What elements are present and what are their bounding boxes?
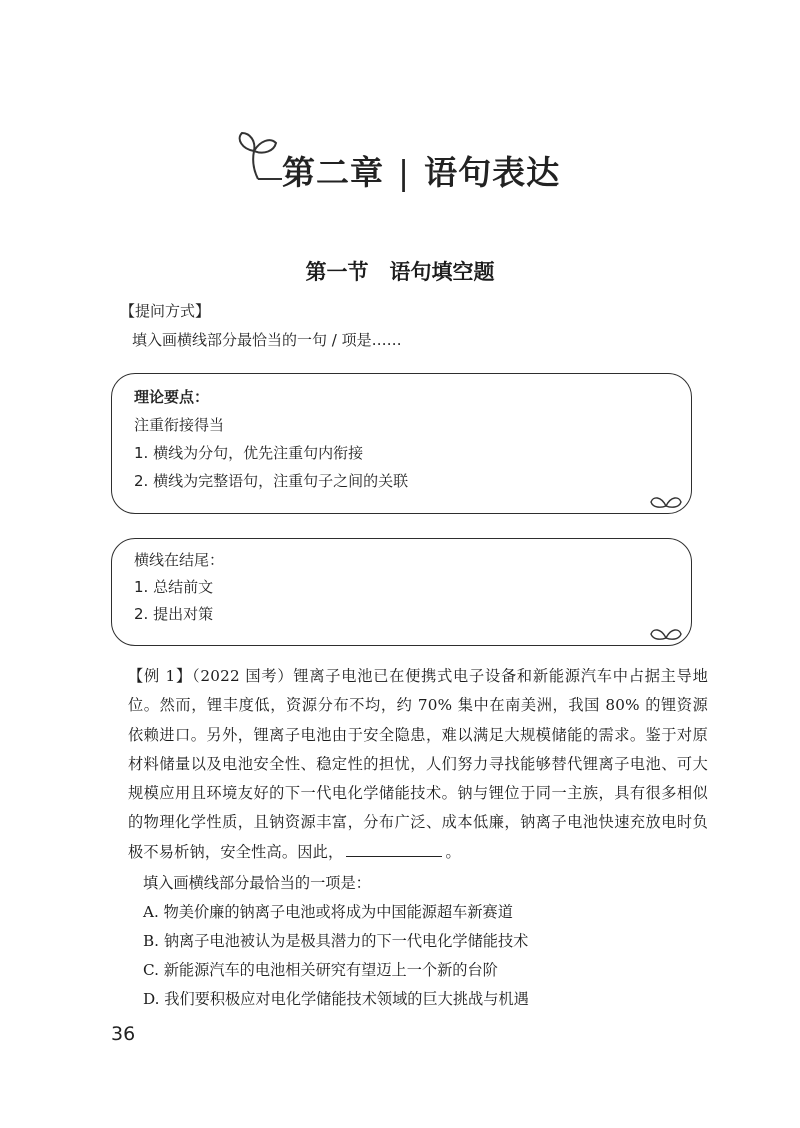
leaf-ornament-icon <box>649 626 683 642</box>
option-c: C. 新能源汽车的电池相关研究有望迈上一个新的台阶 <box>143 961 498 979</box>
example-label: 【例 1】 <box>128 667 192 685</box>
example-paragraph <box>128 662 708 867</box>
example-source: （2022 国考） <box>191 667 294 685</box>
chapter-heading <box>232 125 572 205</box>
example-body: 锂离子电池已在便携式电子设备和新能源汽车中占据主导地位。然而，锂丰度低，资源分布不均，约 70% 集中在南美洲，我国 80% 的锂资源依赖进口。另外，锂离子电池由于安全隐患，难以满足大规模储能的需求。鉴于对原材料储量以及电池安全性、稳定性的担忧，人们努力寻找能够替代锂离子电池、可大规模应用且环境友好的下一代电化学储能技术。钠与锂位于同一主族，具有很多相似的物理化学性质，且钠资源丰富，分布广泛、成本低廉，钠离子电池快速充放电时负极不易析钠，安全性高。因此， <box>128 667 709 861</box>
theory-line: 2. 横线为完整语句，注重句子之间的关联 <box>134 472 409 490</box>
example-ending: 。 <box>445 842 461 861</box>
theory-heading: 理论要点： <box>134 388 210 406</box>
ask-text: 填入画横线部分最恰当的一句 / 项是…… <box>132 331 402 349</box>
ending-line: 1. 总结前文 <box>134 578 214 596</box>
question-prompt: 填入画横线部分最恰当的一项是： <box>143 874 371 892</box>
chapter-name: 语句表达 <box>424 153 561 192</box>
theory-line: 注重衔接得当 <box>134 416 225 434</box>
option-d: D. 我们要积极应对电化学储能技术领域的巨大挑战与机遇 <box>143 990 529 1008</box>
section-title: 第一节 语句填空题 <box>305 259 495 284</box>
page-number: 36 <box>111 1023 136 1045</box>
theory-box <box>111 373 692 514</box>
ask-label: 【提问方式】 <box>120 302 211 320</box>
option-b: B. 钠离子电池被认为是极具潜力的下一代电化学储能技术 <box>143 932 529 950</box>
option-a: A. 物美价廉的钠离子电池或将成为中国能源超车新赛道 <box>143 903 513 921</box>
chapter-label: 第二章 <box>282 153 384 192</box>
ending-heading: 横线在结尾： <box>134 551 225 569</box>
chapter-title <box>282 147 560 194</box>
answer-blank <box>346 839 442 857</box>
theory-line: 1. 横线为分句，优先注重句内衔接 <box>134 444 364 462</box>
chapter-separator: | <box>398 153 411 192</box>
leaf-ornament-icon <box>649 494 683 510</box>
sprout-icon <box>232 125 284 185</box>
ending-line: 2. 提出对策 <box>134 605 214 623</box>
ending-box <box>111 538 692 646</box>
